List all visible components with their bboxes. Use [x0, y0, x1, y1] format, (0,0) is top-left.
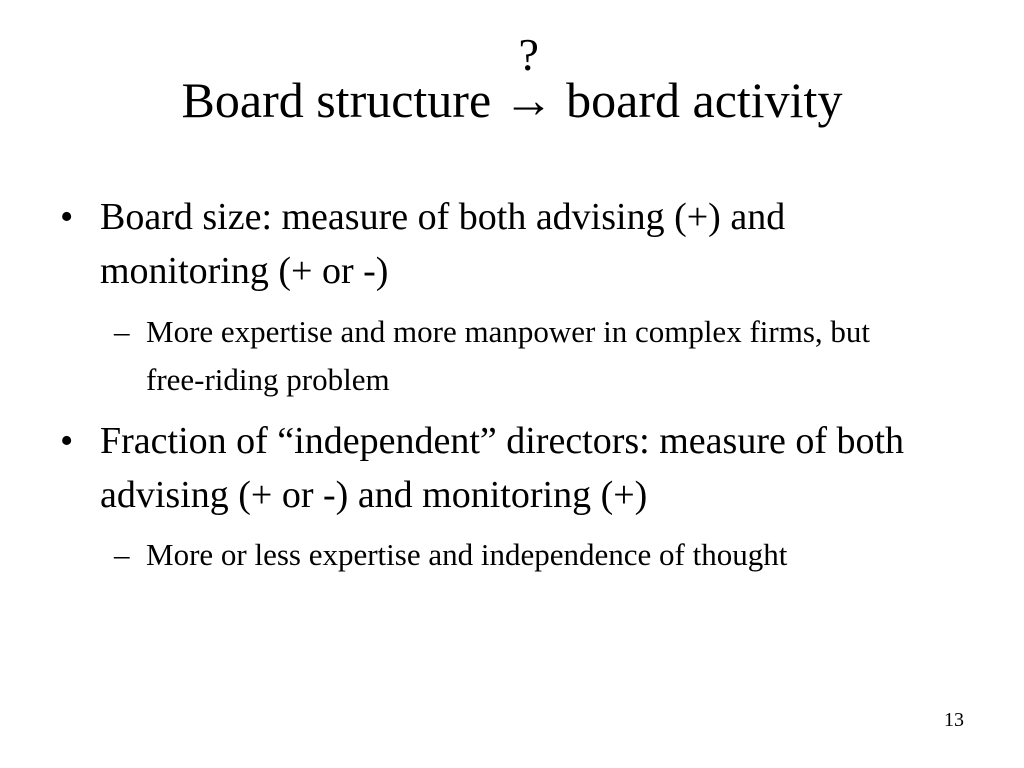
sub-bullet-item-independence: [114, 531, 934, 579]
title-part-2: board activity: [553, 72, 843, 128]
sub-bullet-marker: –: [114, 537, 130, 572]
slide-title: [0, 29, 1024, 130]
sub-bullet-text: More or less expertise and independence of thought: [146, 537, 788, 572]
title-part-1: Board structure: [181, 72, 504, 128]
arrow-icon: →: [503, 72, 554, 128]
bullet-marker: •: [60, 196, 74, 238]
bullet-item-board-size: [60, 190, 960, 298]
bullet-text: Board size: measure of both advising (+) and monitoring (+ or -): [100, 196, 786, 292]
sub-bullet-text: More expertise and more manpower in complex firms, but free-riding problem: [146, 314, 870, 397]
page-number: 13: [944, 709, 964, 731]
sub-bullet-marker: –: [114, 314, 130, 349]
bullet-text: Fraction of “independent” directors: measure of both advising (+ or -) and monitoring (+): [100, 420, 905, 516]
bullet-marker: •: [60, 420, 74, 462]
bullet-item-independent-directors: [60, 414, 960, 522]
title-arrow: [503, 29, 554, 130]
sub-bullet-item-expertise: [114, 308, 934, 404]
title-arrow-question-mark: ?: [518, 29, 539, 80]
